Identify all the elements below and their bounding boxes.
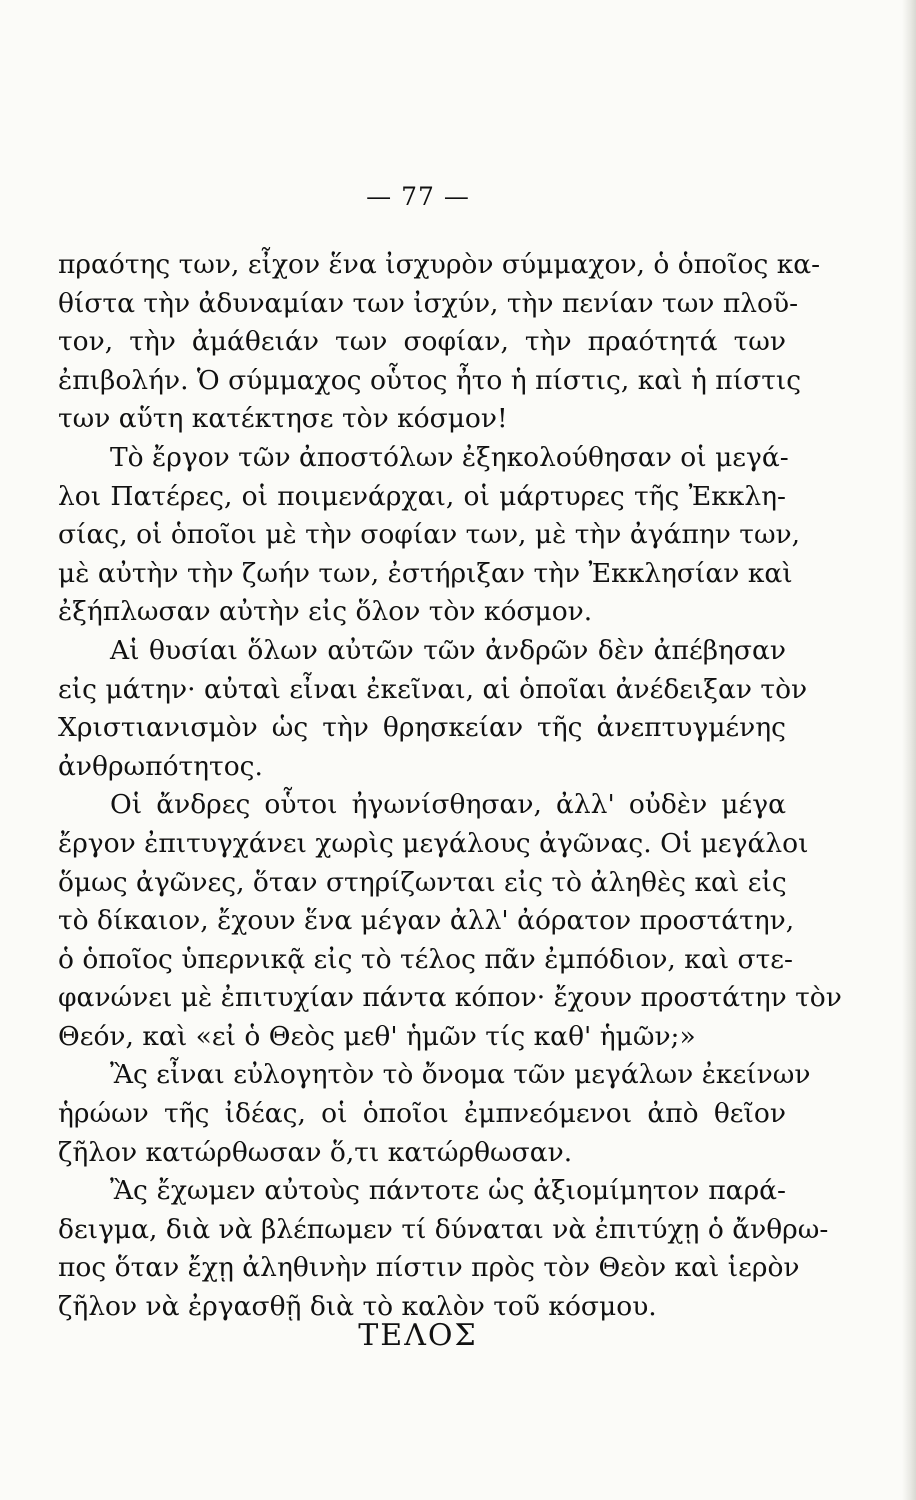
text-line: φανώνει μὲ ἐπιτυχίαν πάντα κόπον· ἔχουν προστάτην τὸν xyxy=(58,982,842,1014)
text-line: τὸ δίκαιον, ἔχουν ἕνα μέγαν ἀλλ' ἀόρατον προστάτην, xyxy=(58,905,795,937)
text-line: Ἂς ἔχωμεν αὐτοὺς πάντοτε ὡς ἀξιομίμητον παρά- xyxy=(110,1175,786,1207)
page-number: — 77 — xyxy=(366,182,470,211)
text-line: ἐπιβολήν. Ὁ σύμμαχος οὗτος ἦτο ἡ πίστις, καὶ ἡ πίστις xyxy=(58,364,802,396)
text-line: ὅμως ἀγῶνες, ὅταν στηρίζωνται εἰς τὸ ἀληθὲς καὶ εἰς xyxy=(58,866,787,898)
text-line: θίστα τὴν ἀδυναμίαν των ἰσχύν, τὴν πενίαν των πλοῦ- xyxy=(58,287,799,319)
text-line: Οἱ ἄνδρες οὗτοι ἠγωνίσθησαν, ἀλλ' οὐδὲν μέγα xyxy=(110,789,786,821)
text-line: ὁ ὁποῖος ὑπερνικᾷ εἰς τὸ τέλος πᾶν ἐμπόδιον, καὶ στε- xyxy=(58,943,793,975)
text-line: ζῆλον κατώρθωσαν ὅ,τι κατώρθωσαν. xyxy=(58,1136,573,1168)
text-line: ἀνθρωπότητος. xyxy=(58,750,263,782)
text-line: σίας, οἱ ὁποῖοι μὲ τὴν σοφίαν των, μὲ τὴν ἀγάπην των, xyxy=(58,519,801,551)
text-line: δειγμα, διὰ νὰ βλέπωμεν τί δύναται νὰ ἐπιτύχῃ ὁ ἄνθρω- xyxy=(58,1213,829,1245)
text-line: ζῆλον νὰ ἐργασθῇ διὰ τὸ καλὸν τοῦ κόσμου. xyxy=(58,1291,657,1323)
text-line: ἔργον ἐπιτυγχάνει χωρὶς μεγάλους ἀγῶνας. Οἱ μεγάλοι xyxy=(58,827,809,859)
text-line: τον, τὴν ἀμάθειάν των σοφίαν, τὴν πραότητά των xyxy=(58,326,786,358)
text-line: λοι Πατέρες, οἱ ποιμενάρχαι, οἱ μάρτυρες τῆς Ἐκκλη- xyxy=(58,480,786,512)
text-line: πραότης των, εἶχον ἕνα ἰσχυρὸν σύμμαχον, ὁ ὁποῖος κα- xyxy=(58,249,821,280)
text-line: ἐξήπλωσαν αὐτὴν εἰς ὅλον τὸν κόσμον. xyxy=(58,596,593,628)
text-line: Χριστιανισμὸν ὡς τὴν θρησκείαν τῆς ἀνεπτυγμένης xyxy=(58,712,786,744)
text-line: Ἂς εἶναι εὐλογητὸν τὸ ὄνομα τῶν μεγάλων ἐκείνων xyxy=(110,1059,811,1091)
text-line: Τὸ ἔργον τῶν ἀποστόλων ἐξηκολούθησαν οἱ μεγά- xyxy=(110,441,789,473)
text-line: των αὕτη κατέκτησε τὸν κόσμον! xyxy=(58,403,508,435)
body-text xyxy=(58,246,842,1327)
page-edge-shadow xyxy=(902,0,916,1500)
text-line: Θεόν, καὶ «εἰ ὁ Θεὸς μεθ' ἡμῶν τίς καθ' ἡμῶν;» xyxy=(58,1020,696,1052)
text-line: εἰς μάτην· αὐταὶ εἶναι ἐκεῖναι, αἱ ὁποῖαι ἀνέδειξαν τὸν xyxy=(58,673,808,705)
the-end-heading: ΤΕΛΟΣ xyxy=(358,1318,478,1353)
text-line: Αἱ θυσίαι ὅλων αὐτῶν τῶν ἀνδρῶν δὲν ἀπέβησαν xyxy=(110,634,786,666)
text-line: μὲ αὐτὴν τὴν ζωήν των, ἐστήριξαν τὴν Ἐκκλησίαν καὶ xyxy=(58,557,793,589)
text-line: πος ὅταν ἔχῃ ἀληθινὴν πίστιν πρὸς τὸν Θεὸν καὶ ἱερὸν xyxy=(58,1252,800,1284)
text-line: ἡρώων τῆς ἰδέας, οἱ ὁποῖοι ἐμπνεόμενοι ἀπὸ θεῖον xyxy=(58,1098,786,1130)
